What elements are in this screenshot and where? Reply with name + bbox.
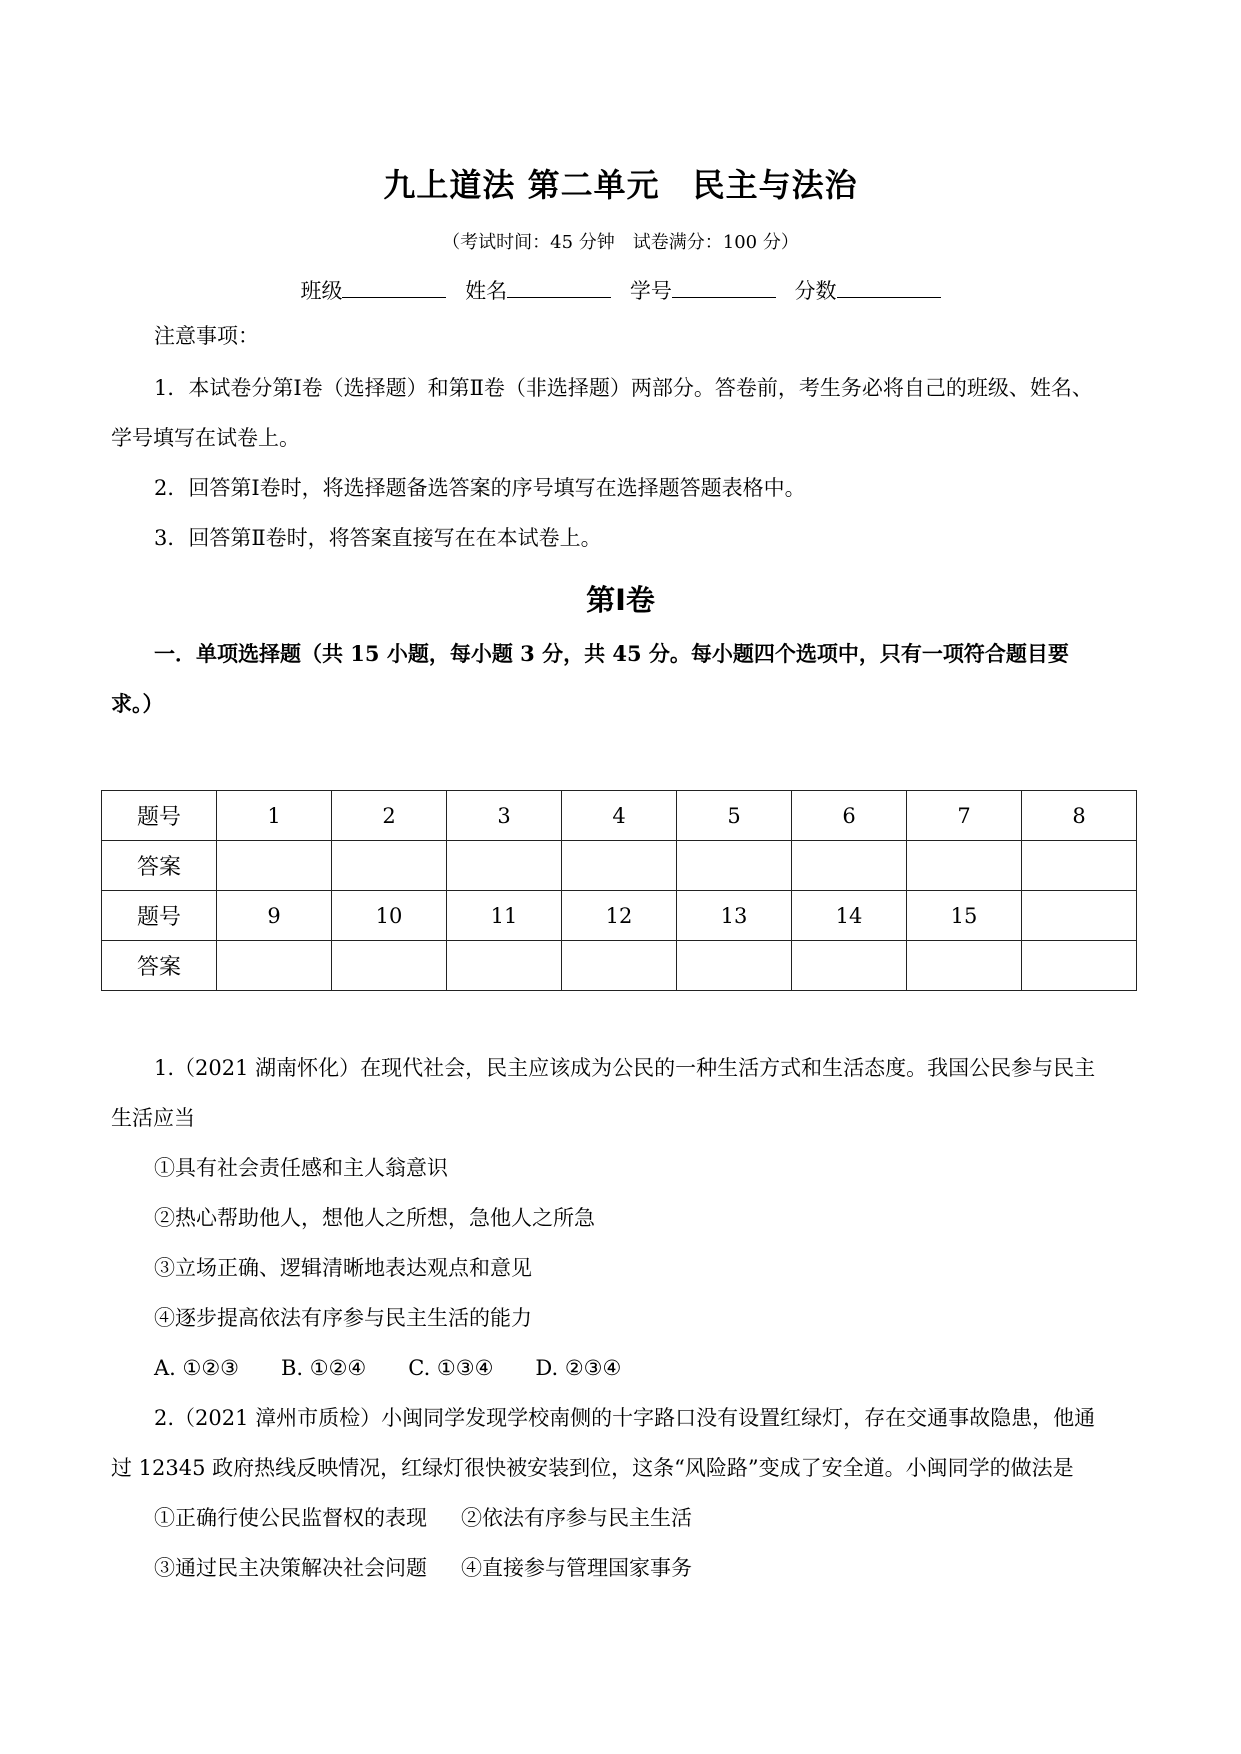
question-number-cell: 9	[217, 891, 332, 941]
q2-stem: 2.（2021 漳州市质检）小闽同学发现学校南侧的十字路口没有设置红绿灯，存在交通事故隐患，他通	[154, 1406, 1096, 1430]
answer-cell[interactable]	[332, 941, 447, 991]
student-id-label: 学号	[629, 279, 672, 303]
notice-item-1: 1．本试卷分第Ⅰ卷（选择题）和第Ⅱ卷（非选择题）两部分。答卷前，考生务必将自己的班级、姓名、	[154, 376, 1093, 400]
q1-option-c[interactable]: C. ①③④	[408, 1356, 494, 1380]
q1-statement-4: ④逐步提高依法有序参与民主生活的能力	[154, 1306, 532, 1330]
student-info-line	[0, 275, 1241, 305]
exam-subtitle: （考试时间：45 分钟 试卷满分：100 分）	[442, 232, 799, 253]
row-label-answer: 答案	[102, 841, 217, 891]
question-number-cell: 5	[677, 791, 792, 841]
q1-option-a[interactable]: A. ①②③	[154, 1356, 239, 1380]
q1-statement-3: ③立场正确、逻辑清晰地表达观点和意见	[154, 1256, 532, 1280]
q1-statement-2: ②热心帮助他人，想他人之所想，急他人之所急	[154, 1206, 595, 1230]
score-blank[interactable]	[837, 277, 941, 298]
q2-statement-4: ④直接参与管理国家事务	[461, 1556, 692, 1580]
question-number-cell: 15	[907, 891, 1022, 941]
student-id-blank[interactable]	[672, 277, 776, 298]
table-row	[102, 941, 1137, 991]
answer-cell[interactable]	[1022, 841, 1137, 891]
table-row	[102, 891, 1137, 941]
answer-cell[interactable]	[447, 841, 562, 891]
question-number-cell: 12	[562, 891, 677, 941]
class-field	[300, 275, 446, 305]
q2-statements-row-2	[154, 1554, 726, 1582]
notice-item-1-cont: 学号填写在试卷上。	[111, 426, 300, 450]
q2-statement-3: ③通过民主决策解决社会问题	[154, 1556, 427, 1580]
part-one-heading: 一．单项选择题（共 15 小题，每小题 3 分，共 45 分。每小题四个选项中，只有一项符合题目要	[154, 641, 1069, 666]
notice-item-2: 2．回答第Ⅰ卷时，将选择题备选答案的序号填写在选择题答题表格中。	[154, 476, 806, 500]
question-number-cell: 13	[677, 891, 792, 941]
class-label: 班级	[300, 279, 343, 303]
q2-statement-2: ②依法有序参与民主生活	[461, 1506, 692, 1530]
exam-title: 九上道法 第二单元 民主与法治	[383, 166, 858, 204]
q1-stem-cont: 生活应当	[111, 1106, 195, 1130]
name-label: 姓名	[465, 279, 508, 303]
question-number-cell: 2	[332, 791, 447, 841]
answer-cell[interactable]	[907, 841, 1022, 891]
question-number-cell: 7	[907, 791, 1022, 841]
question-number-cell: 6	[792, 791, 907, 841]
score-field	[795, 275, 941, 305]
q1-option-d[interactable]: D. ②③④	[535, 1356, 622, 1380]
answer-cell[interactable]	[217, 941, 332, 991]
row-label-number: 题号	[102, 791, 217, 841]
question-number-cell: 10	[332, 891, 447, 941]
table-row	[102, 791, 1137, 841]
answer-cell[interactable]	[562, 841, 677, 891]
name-blank[interactable]	[507, 277, 611, 298]
question-number-cell: 1	[217, 791, 332, 841]
answer-cell[interactable]	[1022, 941, 1137, 991]
answer-table	[101, 790, 1137, 991]
answer-cell[interactable]	[907, 941, 1022, 991]
name-field	[465, 275, 611, 305]
answer-cell[interactable]	[792, 941, 907, 991]
row-label-answer: 答案	[102, 941, 217, 991]
answer-cell[interactable]	[562, 941, 677, 991]
answer-cell[interactable]	[332, 841, 447, 891]
q2-statements-row-1	[154, 1504, 726, 1532]
question-number-cell: 8	[1022, 791, 1137, 841]
question-number-cell	[1022, 891, 1137, 941]
row-label-number: 题号	[102, 891, 217, 941]
notice-item-3: 3．回答第Ⅱ卷时，将答案直接写在在本试卷上。	[154, 526, 602, 550]
question-number-cell: 4	[562, 791, 677, 841]
class-blank[interactable]	[342, 277, 446, 298]
section-title: 第Ⅰ卷	[586, 583, 655, 617]
q2-statement-1: ①正确行使公民监督权的表现	[154, 1506, 427, 1530]
table-row	[102, 841, 1137, 891]
notice-heading: 注意事项：	[154, 324, 259, 348]
answer-cell[interactable]	[677, 841, 792, 891]
q2-stem-cont: 过 12345 政府热线反映情况，红绿灯很快被安装到位，这条“风险路”变成了安全道。小闽同学的做法是	[111, 1456, 1074, 1480]
answer-cell[interactable]	[217, 841, 332, 891]
part-one-heading-cont: 求。）	[111, 691, 164, 716]
q1-options	[154, 1354, 663, 1382]
q1-option-b[interactable]: B. ①②④	[281, 1356, 367, 1380]
answer-cell[interactable]	[677, 941, 792, 991]
answer-cell[interactable]	[792, 841, 907, 891]
q1-statement-1: ①具有社会责任感和主人翁意识	[154, 1156, 448, 1180]
question-number-cell: 3	[447, 791, 562, 841]
score-label: 分数	[794, 279, 837, 303]
answer-cell[interactable]	[447, 941, 562, 991]
student-id-field	[630, 275, 776, 305]
question-number-cell: 11	[447, 891, 562, 941]
q1-stem: 1.（2021 湖南怀化）在现代社会，民主应该成为公民的一种生活方式和生活态度。我国公民参与民主	[154, 1056, 1096, 1080]
question-number-cell: 14	[792, 891, 907, 941]
